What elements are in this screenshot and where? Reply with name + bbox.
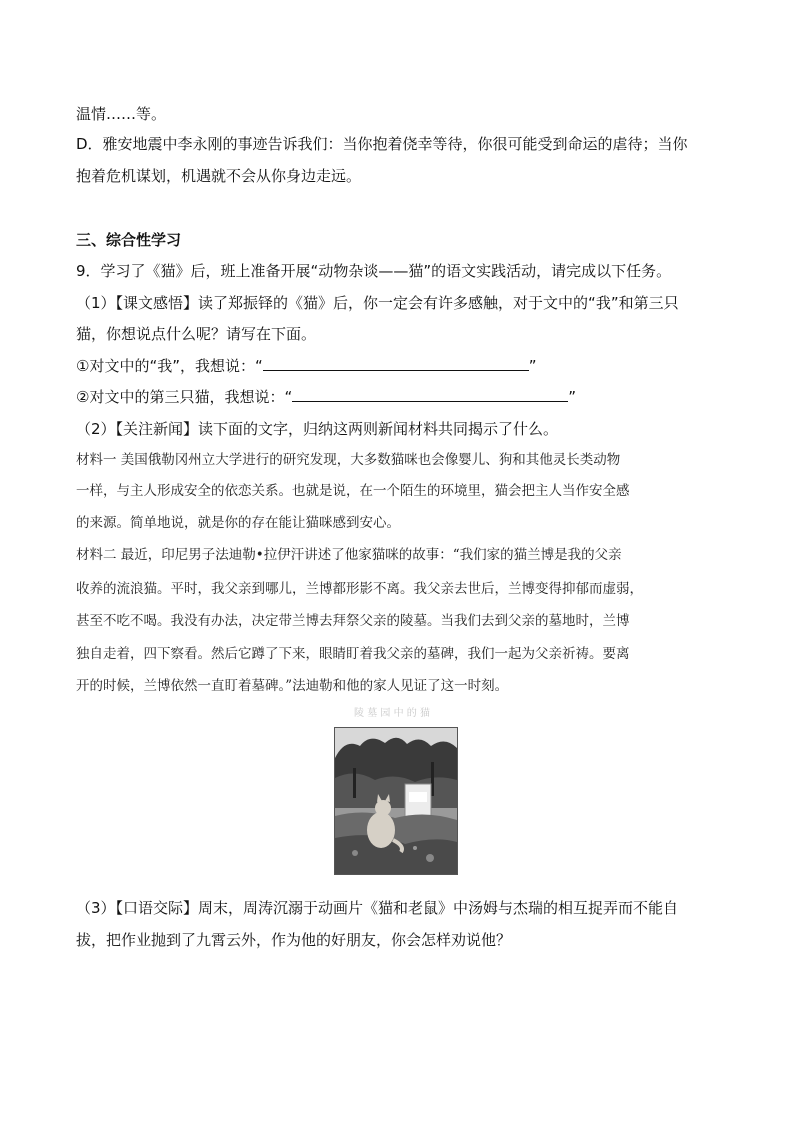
- q9-part1-line-1: （1）【课文感悟】读了郑振铎的《猫》后，你一定会有许多感触，对于文中的“我”和第三只: [76, 294, 679, 312]
- item-a-suffix: ”: [528, 357, 537, 375]
- material-2-line-3: 甚至不吃不喝。我没有办法，决定带兰博去拜祭父亲的陵墓。当我们去到父亲的墓地时，兰博: [76, 613, 630, 629]
- prev-line-1: 温情……等。: [76, 105, 167, 123]
- material-1-line-2: 一样，与主人形成安全的依恋关系。也就是说，在一个陌生的环境里，猫会把主人当作安全感: [76, 483, 630, 499]
- answer-blank-a[interactable]: [263, 356, 529, 371]
- q9-part2: （2）【关注新闻】读下面的文字，归纳这两则新闻材料共同揭示了什么。: [76, 420, 559, 438]
- material-2-line-4: 独自走着，四下察看。然后它蹲了下来，眼睛盯着我父亲的墓碑，我们一起为父亲祈祷。要离: [76, 646, 630, 662]
- option-d-line-1: D．雅安地震中李永刚的事迹告诉我们：当你抱着侥幸等待，你很可能受到命运的虐待；当你: [76, 135, 688, 153]
- material-2-line-5: 开的时候，兰博依然一直盯着墓碑。”法迪勒和他的家人见证了这一时刻。: [76, 678, 509, 694]
- q9-part1-item-b: [76, 387, 576, 407]
- material-1-line-1: 材料一 美国俄勒冈州立大学进行的研究发现，大多数猫咪也会像婴儿、狗和其他灵长类动物: [76, 452, 621, 468]
- cat-at-grave-photo: [334, 727, 458, 875]
- q9-part1-line-2: 猫，你想说点什么呢？请写在下面。: [76, 325, 317, 343]
- material-2-line-1: 材料二 最近，印尼男子法迪勒•拉伊汗讲述了他家猫咪的故事：“我们家的猫兰博是我的父亲: [76, 547, 622, 563]
- answer-blank-b[interactable]: [292, 387, 568, 402]
- photo-image: [335, 728, 457, 874]
- item-a-prefix: ①对文中的“我”，我想说：“: [76, 357, 263, 375]
- item-b-prefix: ②对文中的第三只猫，我想说：“: [76, 388, 293, 406]
- material-1-line-3: 的来源。简单地说，就是你的存在能让猫咪感到安心。: [76, 515, 400, 531]
- photo-caption: 陵 墓 园 中 的 猫: [354, 708, 430, 719]
- item-b-suffix: ”: [568, 388, 577, 406]
- material-2-line-2: 收养的流浪猫。平时，我父亲到哪儿，兰博都形影不离。我父亲去世后，兰博变得抑郁而虚弱，: [76, 581, 643, 597]
- section-title: 三、综合性学习: [76, 231, 182, 249]
- q9-part3-line-2: 拔，把作业抛到了九霄云外，作为他的好朋友，你会怎样劝说他？: [76, 931, 512, 949]
- q9-stem: 9．学习了《猫》后，班上准备开展“动物杂谈——猫”的语文实践活动，请完成以下任务。: [76, 262, 672, 280]
- option-d-line-2: 抱着危机谋划，机遇就不会从你身边走远。: [76, 167, 362, 185]
- q9-part1-item-a: [76, 356, 537, 376]
- cat-photo-figure: [322, 707, 462, 873]
- q9-part3-line-1: （3）【口语交际】周末，周涛沉溺于动画片《猫和老鼠》中汤姆与杰瑞的相互捉弄而不能自: [76, 899, 679, 917]
